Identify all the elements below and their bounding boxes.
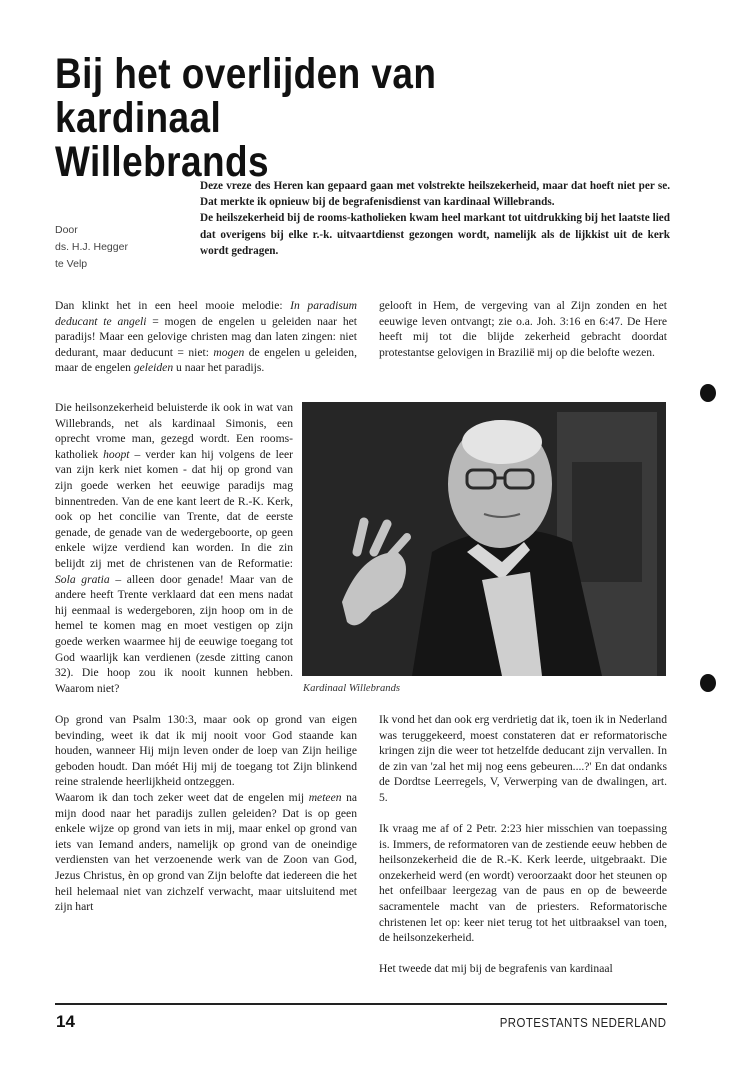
intro-paragraph-1: Deze vreze des Heren kan gepaard gaan met volstrekte heilszekerheid, maar dat hoeft niet per se. Dat merkte ik opnieuw bij de begrafenisdienst van kardinaal Willebrands.	[200, 180, 670, 209]
body-right-paragraph-3: Ik vraag me af of 2 Petr. 2:23 hier misschien van toepassing is. Immers, de reformatoren van de zestiende eeuw hebben de heilsonzekerheid die de R.-K. Kerk leerde, uitgebraakt. Die onzekerheid werd (en wordt) veroorzaakt door het steunen op het onfeilbaar leergezag van de paus en op de beweerde sacramentele macht van de priesters. Reformatorische christenen let op: keer niet terug tot het uitbraaksel van toen, de heilsonzekerheid.	[379, 822, 667, 945]
footer-rule	[55, 1003, 667, 1005]
byline-line-1: Door	[55, 224, 78, 236]
photo-caption: Kardinaal Willebrands	[303, 683, 401, 694]
body-right-paragraph-4: Het tweede dat mij bij de begrafenis van kardinaal	[379, 962, 613, 976]
title-line-2: Willebrands	[55, 138, 269, 186]
body-right-paragraph-1: gelooft in Hem, de vergeving van al Zijn zonden en het eeuwige leven ontvangt; zie o.a. Joh. 3:16 en 6:47. De Here heeft mij tot die blijde zekerheid gebracht doordat protestantse gelovigen in Brazilië mij op die belofte wezen.	[379, 299, 667, 359]
right-column-top	[379, 298, 667, 360]
body-paragraph-3: Op grond van Psalm 130:3, maar ook op grond van eigen bevinding, weet ik dat ik mij nooit voor God staande kan houden, wanneer Hij mijn leven onder de loep van Zijn heilige geboden houdt. Dan móét Hij mij de toegang tot Zijn blinkend reine stralende heerlijkheid ontzeggen.	[55, 713, 357, 789]
title-line-1: Bij het overlijden van kardinaal	[55, 50, 437, 142]
journal-name: PROTESTANTS NEDERLAND	[499, 1015, 666, 1030]
byline-line-2: ds. H.J. Hegger	[55, 241, 128, 253]
intro-paragraph-2: De heilszekerheid bij de rooms-katholieken kwam heel markant tot uitdrukking bij het laatste lied dat overigens bij elke r.-k. uitvaartdienst gezongen wordt, namelijk als de lijkkist uit de kerk wordt gedragen.	[200, 212, 670, 257]
left-column-top	[55, 298, 357, 376]
portrait-photo	[302, 402, 666, 676]
right-column-bottom	[379, 712, 667, 977]
intro-lead	[200, 178, 670, 259]
binder-hole-mark	[700, 674, 716, 692]
body-paragraph-2: Die heilsonzekerheid beluisterde ik ook in wat van Willebrands, net als kardinaal Simonis, een oprecht vrome man, gezegd wordt. Een rooms-katholiek hoopt – verder kan hij volgens de leer van zijn kerk niet komen - dat hij op grond van zijn goede werken het eeuwige paradijs mag binnentreden. Van de ene kant leert de R.-K. Kerk, ook op het concilie van Trente, dat de eerste genade, de genade van de wedergeboorte, op geen enkele wijze verdiend kan worden. In die zin belijdt zij met de christenen van de Reformatie: Sola gratia – alleen door genade! Maar van de andere heeft Trente verklaard dat een mens nadat hij eenmaal is wedergeboren, zijn hoop om in de hemel te komen mag en moet vestigen op zijn goede werken waarmee hij de eeuwige toegang tot God waarlijk kan verdienen (zesde zitting canon 32). Die hoop zou ik nooit kunnen hebben. Waarom niet?	[55, 401, 293, 695]
byline-line-3: te Velp	[55, 258, 88, 270]
page-number: 14	[56, 1012, 75, 1031]
article-title	[55, 52, 605, 184]
portrait-illustration	[302, 402, 666, 676]
body-paragraph-4: Waarom ik dan toch zeker weet dat de engelen mij meteen na mijn dood naar het paradijs zullen geleiden? Dat is op geen enkele wijze op grond van iets in mij, maar enkel op grond van iets van Iemand anders, namelijk op grond van de oneindige verdiensten van het verzoenende werk van de Zoon van God, Jezus Christus, èn op grond van Zijn belofte dat iedereen die het heil helemaal niet van zichzelf verwacht, maar uitsluitend met zijn hart	[55, 790, 358, 914]
author-byline	[55, 222, 128, 273]
body-right-paragraph-2: Ik vond het dan ook erg verdrietig dat ik, toen ik in Nederland was teruggekeerd, moest constateren dat er reformatorische kringen zijn die weer tot hetzelfde deducant zijn vervallen. In de zin van 'zal het mij nog eens gebeuren....?' En dat ondanks de Dordtse Leerregels, V, Verwerping van de dwalingen, art. 5.	[379, 713, 667, 804]
body-paragraph-1: Dan klinkt het in een heel mooie melodie: In paradisum deducant te angeli = mogen de engelen u geleiden naar het paradijs! Maar een gelovige christen mag dan laten zingen: niet dedurant, maar deducunt = niet: mogen de engelen u geleiden, maar de engelen geleiden u naar het paradijs.	[55, 299, 357, 375]
binder-hole-mark	[700, 384, 716, 402]
left-column-bottom	[55, 712, 357, 915]
